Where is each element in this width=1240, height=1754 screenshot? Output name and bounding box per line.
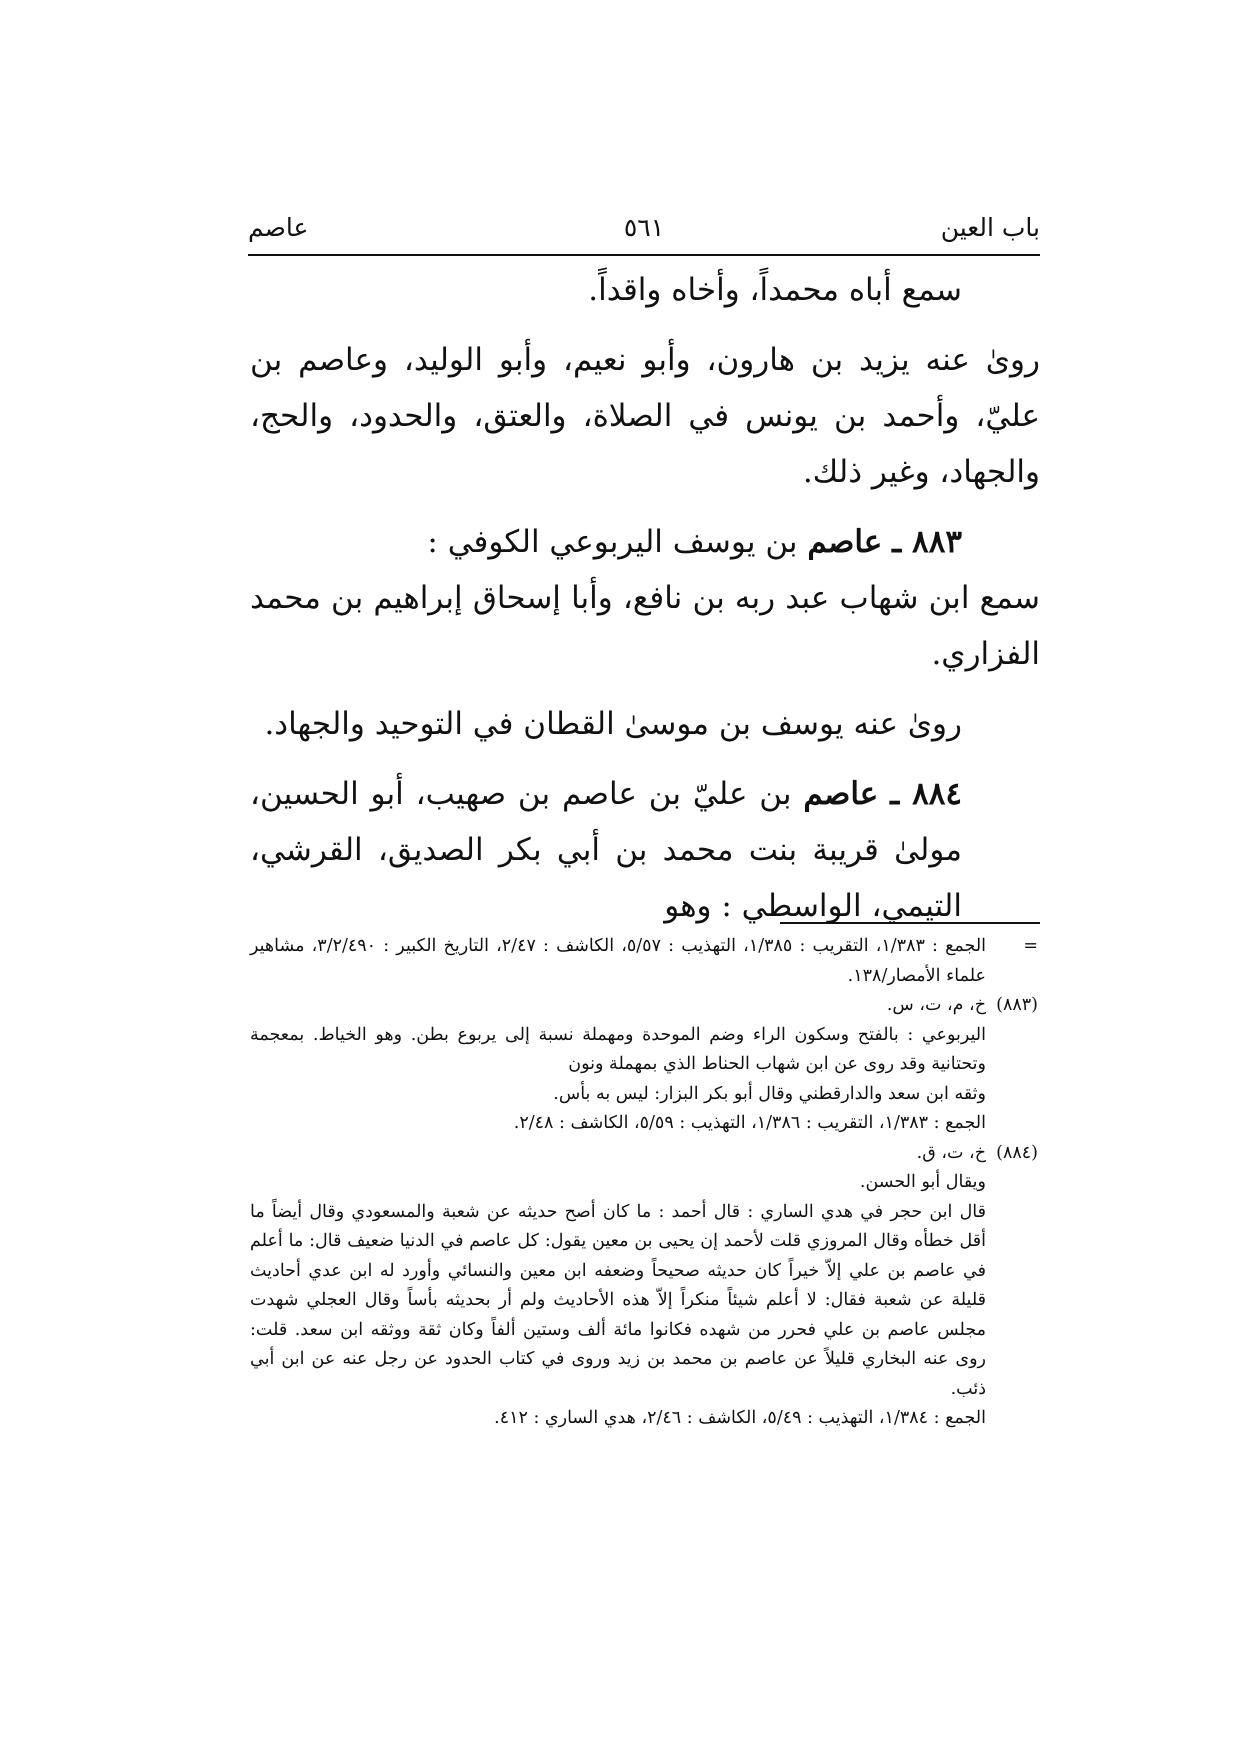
running-header [248, 208, 1040, 256]
entry-884-heading [250, 766, 1040, 934]
main-text [250, 262, 1040, 924]
entry-883-heading [250, 514, 1040, 570]
footnote-text: ويقال أبو الحسن. [859, 1172, 986, 1192]
footnote-codes: خ، م، ت، س. [886, 995, 986, 1015]
chapter-title: باب العين [940, 213, 1040, 242]
footnote-text: اليربوعي : بالفتح وسكون الراء وضم الموحدة ومهملة نسبة إلى يربوع بطن. وهو الخياط. بمعجمة وتحتانية وقد روى عن ابن شهاب الحناط الذي بمهملة ونون [250, 1024, 986, 1074]
entry-heading-rest: بن يوسف اليربوعي الكوفي : [427, 524, 798, 560]
footnote-text: الجمع : ١/٣٨٤، التهذيب : ٥/٤٩، الكاشف : ٢/٤٦، هدي الساري : ٤١٢. [494, 1408, 986, 1428]
running-head-word: عاصم [248, 213, 309, 242]
paragraph: روىٰ عنه يزيد بن هارون، وأبو نعيم، وأبو الوليد، وعاصم بن عليّ، وأحمد بن يونس في الصلاة، والعتق، والحدود، والحج، والجهاد، وغير ذلك. [250, 342, 1040, 490]
footnote-marker: (٨٨٤) [996, 1142, 1038, 1163]
footnote-marker: = [1023, 936, 1038, 956]
footnote-marker: (٨٨٣) [996, 995, 1038, 1015]
paragraph: سمع ابن شهاب عبد ربه بن نافع، وأبا إسحاق إبراهيم بن محمد الفزاري. [250, 580, 1040, 672]
footnote-883 [250, 991, 1038, 1021]
footnote-884 [250, 1139, 1038, 1169]
footnote-codes: خ، ت، ق. [916, 1142, 986, 1163]
header-rule [248, 254, 1040, 256]
footnotes [250, 932, 1038, 1572]
paragraph: سمع أباه محمداً، وأخاه واقداً. [588, 272, 962, 308]
footnote-text: الجمع : ١/٣٨٣، التقريب : ١/٣٨٥، التهذيب : ٥/٥٧، الكاشف : ٢/٤٧، التاريخ الكبير : ٣/٢/٤٩٠، مشاهير علماء الأمصار/١٣٨. [250, 936, 987, 986]
footnote-continuation [250, 932, 1038, 991]
entry-heading-rest: بن عليّ بن عاصم بن صهيب، أبو الحسين، مولىٰ قريبة بنت محمد بن أبي بكر الصديق، القرشي، التيمي، الواسطي : وهو [250, 776, 962, 924]
footnote-text: قال ابن حجر في هدي الساري : قال أحمد : ما كان أصح حديثه عن شعبة والمسعودي وقال أيضاً ما أقل خطأه وقال المروزي قلت لأحمد إن يحيى بن معين يقول: كل عاصم في الدنيا ضعيف قال: ما أعلم في عاصم بن علي إلاّ خيراً كان حديثه صحيحاً وضعفه ابن معين والنسائي وأورد له ابن عدي أحاديث قليلة عن شعبة فقال: لا أعلم شيئاً منكراً إلاّ هذه الأحاديث ولم أر بحديثه بأساً وقال العجلي شهدت مجلس عاصم بن علي فحرر من شهده فكانوا مائة ألف وستين ألفاً وكان ثقة ووثقه ابن سعد. قلت: روى عنه البخاري قليلاً عن عاصم بن محمد بن زيد وروى في كتاب الحدود عن رجل عنه عن ابن أبي ذئب. [250, 1201, 986, 1399]
entry-name: عاصم [803, 776, 879, 812]
footnote-rule [780, 922, 1040, 924]
footnote-text: الجمع : ١/٣٨٣، التقريب : ١/٣٨٦، التهذيب : ٥/٥٩، الكاشف : ٢/٤٨. [513, 1113, 986, 1133]
paragraph: روىٰ عنه يوسف بن موسىٰ القطان في التوحيد والجهاد. [264, 706, 962, 742]
entry-number: ٨٨٣ ـ [892, 524, 962, 560]
entry-name: عاصم [807, 524, 883, 560]
entry-number: ٨٨٤ ـ [890, 776, 963, 812]
page-number: ٥٦١ [623, 213, 665, 242]
footnote-text: وثقه ابن سعد والدارقطني وقال أبو بكر البزار: ليس به بأس. [553, 1083, 986, 1104]
